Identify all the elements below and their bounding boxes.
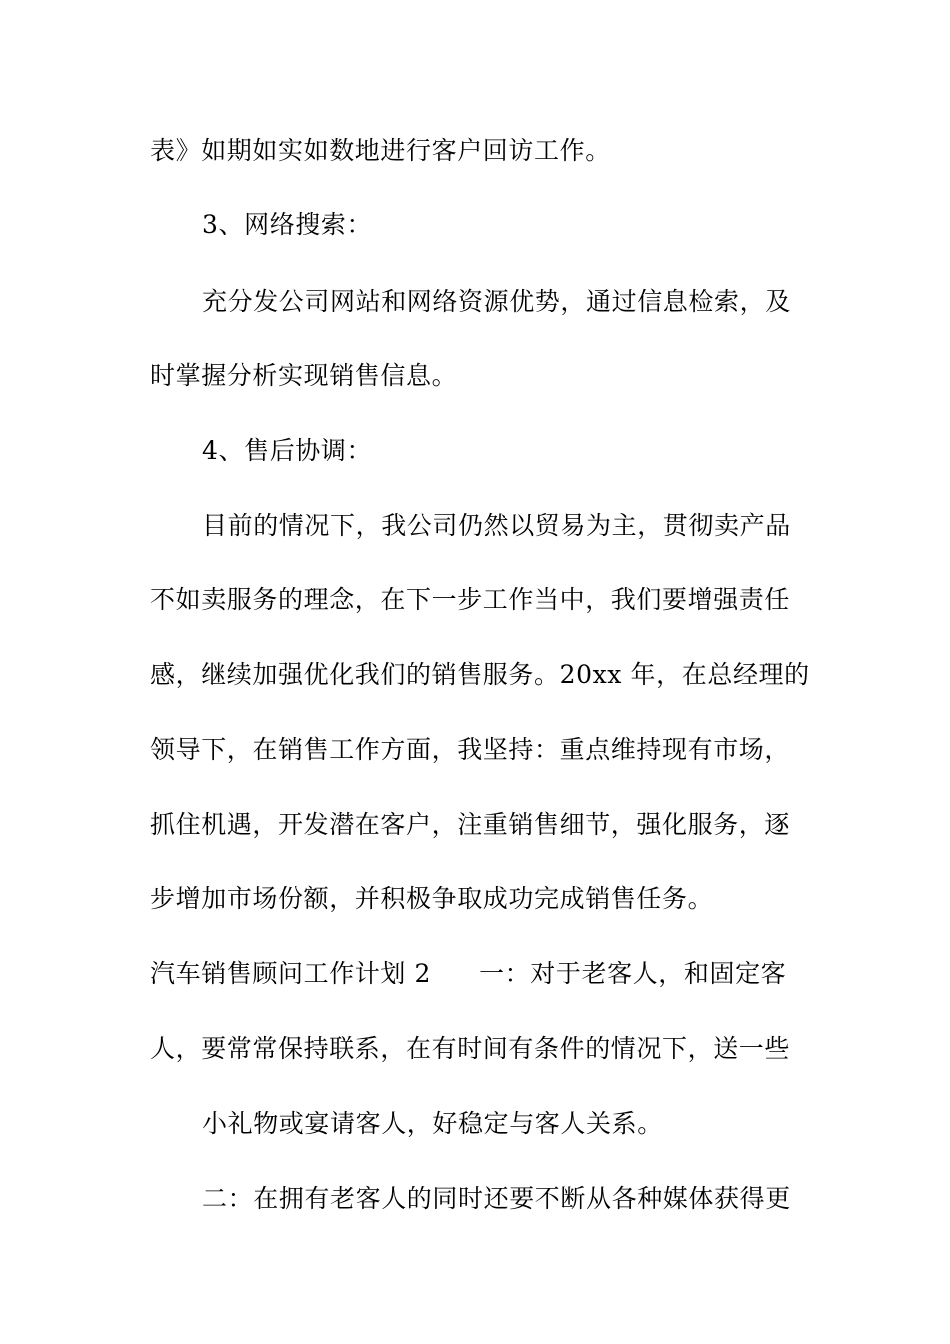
paragraph-line: 目前的情况下，我公司仍然以贸易为主，贯彻卖产品 [202,511,791,540]
paragraph-text: 一：对于老客人，和固定客 [479,959,787,988]
list-heading-network-search: 3、网络搜索： [202,210,373,239]
paragraph-line: 充分发公司网站和网络资源优势，通过信息检索，及 [202,287,791,316]
paragraph-line: 小礼物或宴请客人，好稳定与客人关系。 [202,1109,663,1138]
paragraph-line: 二：在拥有老客人的同时还要不断从各种媒体获得更 [202,1184,791,1213]
paragraph-line: 领导下，在销售工作方面，我坚持：重点维持现有市场， [150,735,791,764]
paragraph-line: 人，要常常保持联系，在有时间有条件的情况下，送一些 [150,1034,791,1063]
paragraph-line: 步增加市场份额，并积极争取成功完成销售任务。 [150,884,714,913]
paragraph-line: 不如卖服务的理念，在下一步工作当中，我们要增强责任 [150,585,791,614]
section-title-line [150,954,810,994]
list-heading-after-sales: 4、售后协调： [202,436,373,465]
paragraph-line: 时掌握分析实现销售信息。 [150,361,458,390]
paragraph-line: 表》如期如实如数地进行客户回访工作。 [150,136,611,165]
paragraph-line: 抓住机遇，开发潜在客户，注重销售细节，强化服务，逐 [150,810,791,839]
section-title: 汽车销售顾问工作计划 2 [150,959,432,988]
paragraph-line: 感，继续加强优化我们的销售服务。20xx 年，在总经理的 [150,660,810,689]
